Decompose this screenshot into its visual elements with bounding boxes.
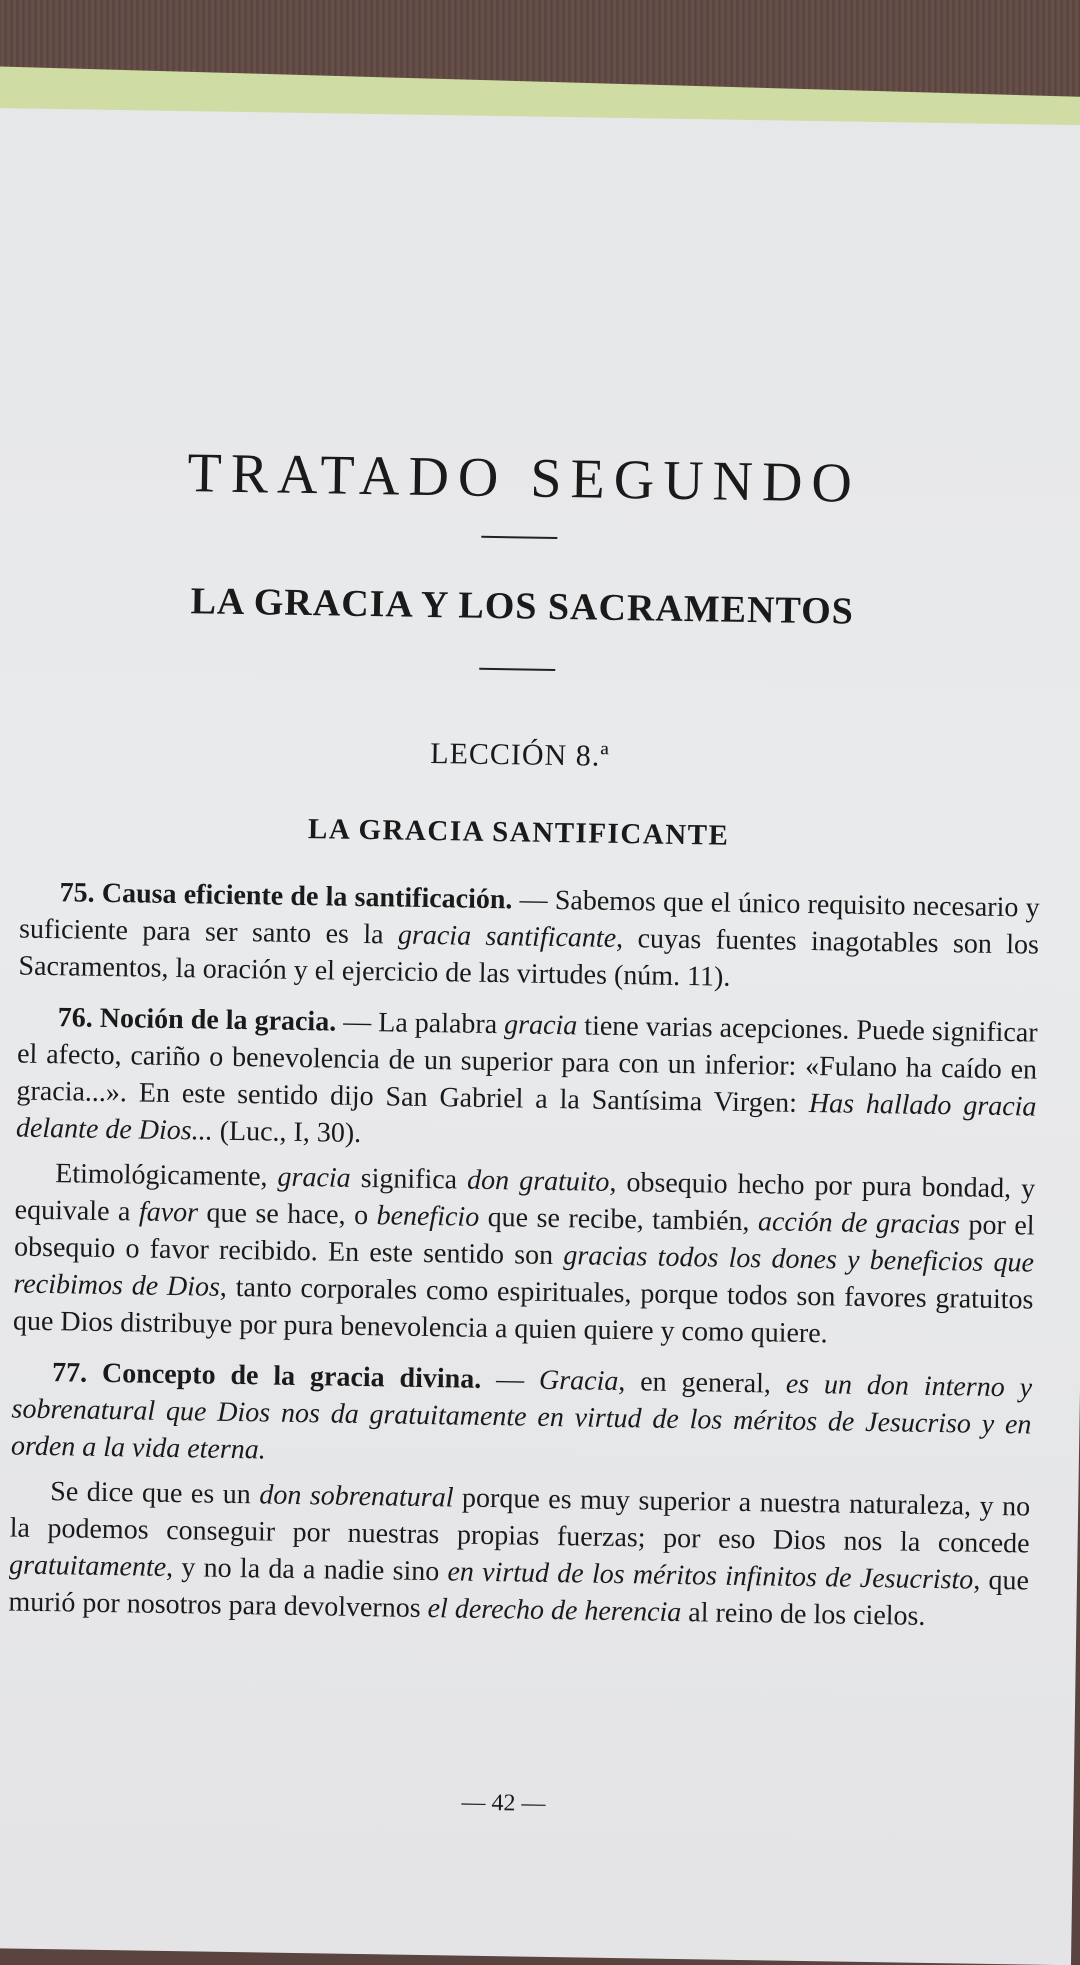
text-run: porque es muy superior a nuestra naturaleza, y no la podemos conseguir por nuestras propias fuerzas; por eso Dios nos la concede [9, 1482, 1031, 1560]
section-heading: Causa eficiente de la santificación. [101, 877, 513, 916]
italic-text: Gracia [538, 1364, 619, 1398]
italic-text: gracias todos los dones y beneficios que recibimos de Dios [13, 1240, 1035, 1303]
text-run: , cuyas fuentes inagotables son los Sacramentos, la oración y el ejercicio de las virtudes (núm. 11). [18, 922, 1040, 993]
page-number: — 42 — [461, 1789, 546, 1817]
book-page [0, 108, 1080, 1965]
em-dash: — [512, 884, 556, 916]
paragraph [16, 999, 1038, 1163]
section-heading: Concepto de la gracia divina. [101, 1357, 482, 1395]
treatise-title: TRATADO SEGUNDO [187, 442, 862, 515]
text-run: que se recibe, también, [478, 1201, 759, 1238]
text-run: , y no la da a nadie sino [165, 1551, 448, 1588]
section-number: 75. [59, 877, 95, 909]
italic-text: gracia [503, 1009, 578, 1042]
text-run: , que murió por nosotros para devolvernos [8, 1564, 1030, 1625]
text-run: significa [350, 1162, 468, 1196]
italic-text: Has hallado gracia delante de Dios... [15, 1087, 1037, 1147]
text-run: que se hace, o [197, 1197, 377, 1232]
text-run: tiene varias acepciones. Puede significar el afecto, cariño o benevolencia de un superior para con un inferior: «Fulano ha caído en gracia...». En este sentido dijo San Gabriel a la Santísima Virgen: [16, 1010, 1038, 1119]
italic-text: es un don interno y sobrenatural que Dios nos da gratuitamente en virtud de los méritos de Jesucriso y en orden a la vida eterna. [10, 1368, 1033, 1466]
paragraph [8, 1472, 1030, 1636]
section-heading: Noción de la gracia. [99, 1002, 337, 1038]
text-run: Se dice que es un [50, 1476, 260, 1511]
section-number: 77. [51, 1357, 88, 1389]
divider-rule [481, 536, 557, 539]
text-run: (Luc., I, 30). [212, 1115, 362, 1149]
paragraph [11, 1354, 1033, 1481]
lesson-number: LECCIÓN 8.ª [430, 736, 610, 773]
lesson-title: LA GRACIA SANTIFICANTE [307, 813, 730, 852]
text-run: Sabemos que el único requisito necesario y suficiente para ser santo es la [18, 884, 1040, 951]
text-run: , en general, [618, 1366, 787, 1400]
em-dash: — [481, 1363, 540, 1396]
italic-text: el derecho de herencia [427, 1593, 682, 1629]
italic-text: gracia santificante [397, 919, 617, 954]
text-run: La palabra [377, 1007, 505, 1041]
body-text [8, 874, 1040, 1651]
main-title: LA GRACIA Y LOS SACRAMENTOS [190, 580, 855, 633]
text-run: por el obsequio o favor recibido. En este sentido son [13, 1209, 1035, 1272]
paragraph [18, 874, 1040, 1001]
text-run: Etimológicamente, [55, 1158, 278, 1193]
em-dash: — [335, 1006, 379, 1039]
italic-text: gratuitamente [8, 1549, 167, 1583]
italic-text: don sobrenatural [259, 1479, 454, 1514]
italic-text: acción de gracias [757, 1206, 961, 1241]
paragraph [13, 1155, 1036, 1356]
italic-text: favor [138, 1196, 199, 1229]
italic-text: don gratuito [466, 1164, 610, 1198]
section-number: 76. [57, 1002, 93, 1034]
text-run: , obsequio hecho por pura bondad, y equivale a [14, 1166, 1036, 1228]
italic-text: beneficio [376, 1200, 480, 1233]
text-run: al reino de los cielos. [681, 1597, 926, 1632]
divider-rule [479, 668, 555, 671]
text-run: , tanto corporales como espirituales, porque todos son favores gratuitos que Dios distribuye por pura benevolencia a quien quiere y como quiere. [12, 1271, 1034, 1350]
italic-text: gracia [277, 1161, 351, 1194]
italic-text: en virtud de los méritos infinitos de Jesucristo [447, 1556, 974, 1596]
